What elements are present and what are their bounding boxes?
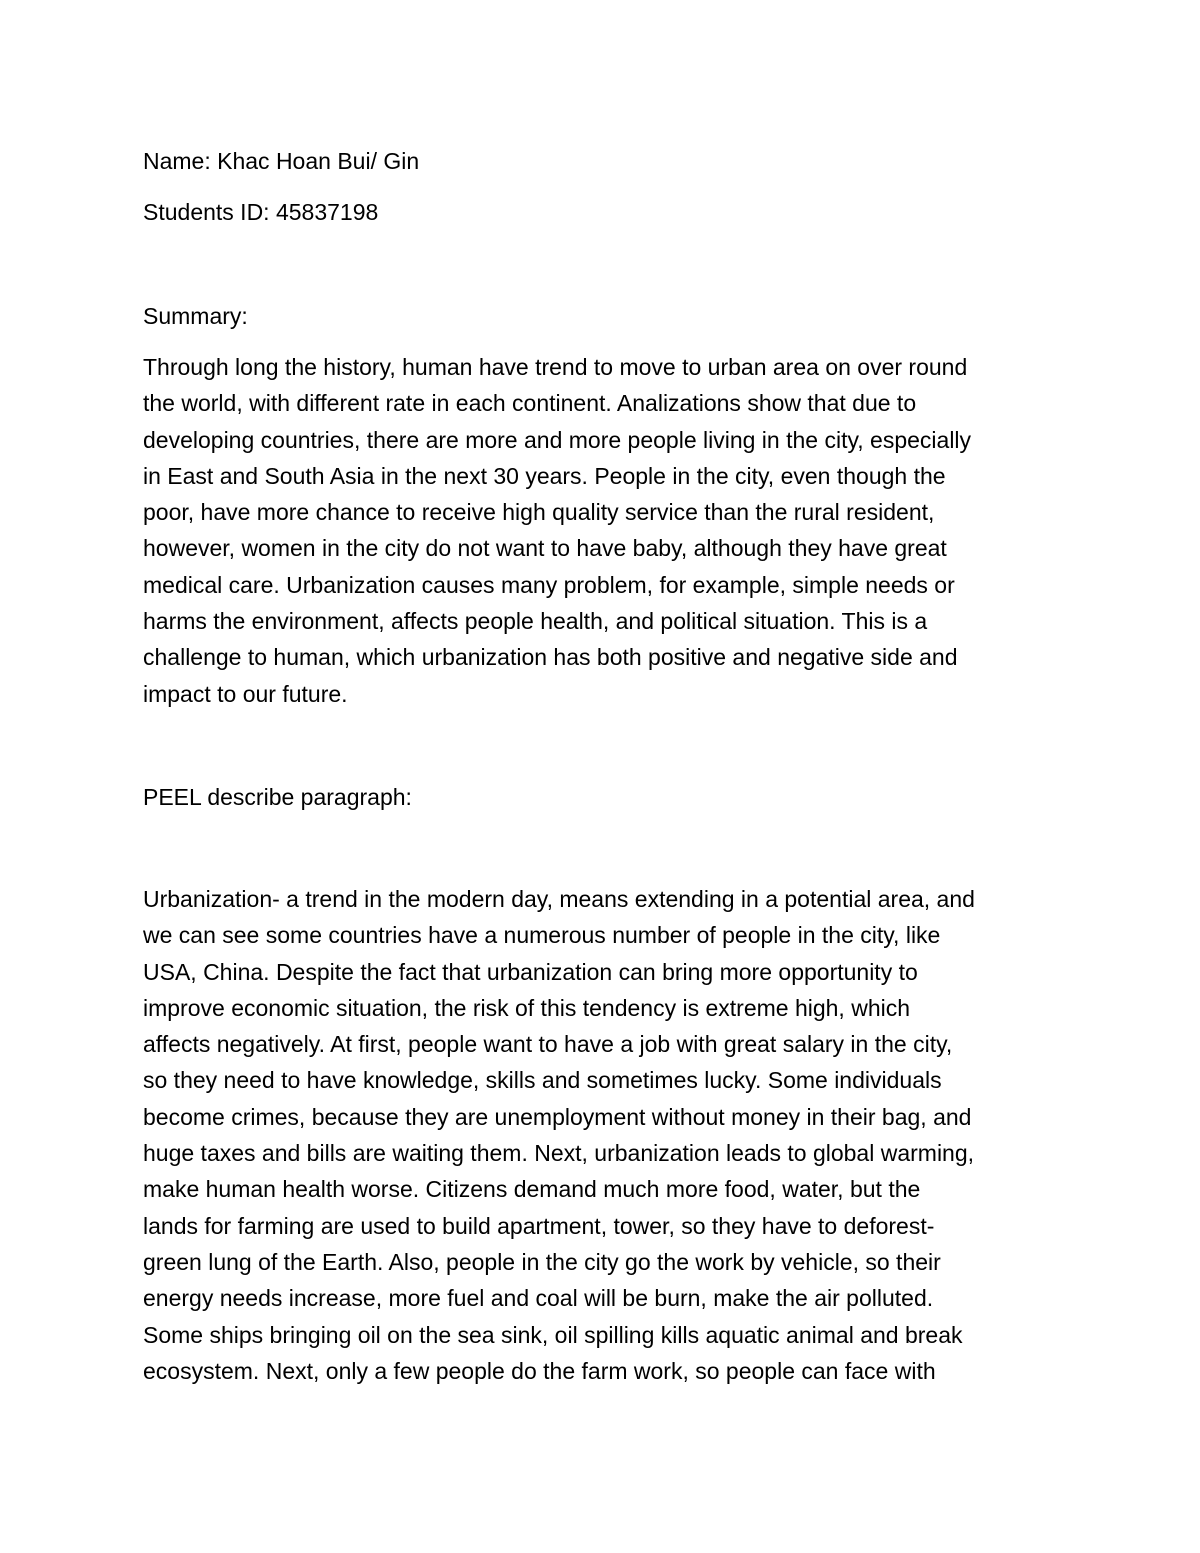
- text-line: Some ships bringing oil on the sea sink, oil spilling kills aquatic animal and break: [143, 1321, 963, 1348]
- text-line: impact to our future.: [143, 680, 348, 707]
- peel-paragraph: [143, 881, 1073, 1389]
- student-name-line: Name: Khac Hoan Bui/ Gin: [143, 148, 420, 174]
- text-line: lands for farming are used to build apartment, tower, so they have to deforest-: [143, 1212, 935, 1239]
- text-line: we can see some countries have a numerous number of people in the city, like: [143, 922, 941, 949]
- text-line: improve economic situation, the risk of this tendency is extreme high, which: [143, 994, 911, 1021]
- summary-paragraph: [143, 349, 1073, 712]
- text-line: make human health worse. Citizens demand much more food, water, but the: [143, 1176, 921, 1203]
- text-line: energy needs increase, more fuel and coal will be burn, make the air polluted.: [143, 1285, 934, 1312]
- text-line: in East and South Asia in the next 30 years. People in the city, even though the: [143, 462, 946, 489]
- text-line: huge taxes and bills are waiting them. Next, urbanization leads to global warming,: [143, 1140, 975, 1167]
- text-line: however, women in the city do not want to have baby, although they have great: [143, 535, 947, 562]
- text-line: poor, have more chance to receive high quality service than the rural resident,: [143, 499, 935, 526]
- text-line: USA, China. Despite the fact that urbanization can bring more opportunity to: [143, 958, 918, 985]
- text-line: so they need to have knowledge, skills and sometimes lucky. Some individuals: [143, 1067, 942, 1094]
- text-line: affects negatively. At first, people want to have a job with great salary in the city,: [143, 1031, 953, 1058]
- text-line: green lung of the Earth. Also, people in the city go the work by vehicle, so their: [143, 1248, 941, 1275]
- text-line: the world, with different rate in each continent. Analizations show that due to: [143, 390, 917, 417]
- text-line: Urbanization- a trend in the modern day, means extending in a potential area, and: [143, 886, 975, 912]
- text-line: developing countries, there are more and more people living in the city, especially: [143, 426, 972, 453]
- text-line: become crimes, because they are unemployment without money in their bag, and: [143, 1103, 972, 1130]
- summary-heading: Summary:: [143, 303, 248, 329]
- text-line: ecosystem. Next, only a few people do the farm work, so people can face with: [143, 1357, 936, 1384]
- text-line: medical care. Urbanization causes many problem, for example, simple needs or: [143, 571, 955, 598]
- text-line: harms the environment, affects people health, and political situation. This is a: [143, 608, 928, 635]
- text-line: challenge to human, which urbanization has both positive and negative side and: [143, 644, 958, 671]
- peel-heading: PEEL describe paragraph:: [143, 784, 412, 810]
- student-id-line: Students ID: 45837198: [143, 199, 379, 225]
- text-line: Through long the history, human have trend to move to urban area on over round: [143, 354, 968, 380]
